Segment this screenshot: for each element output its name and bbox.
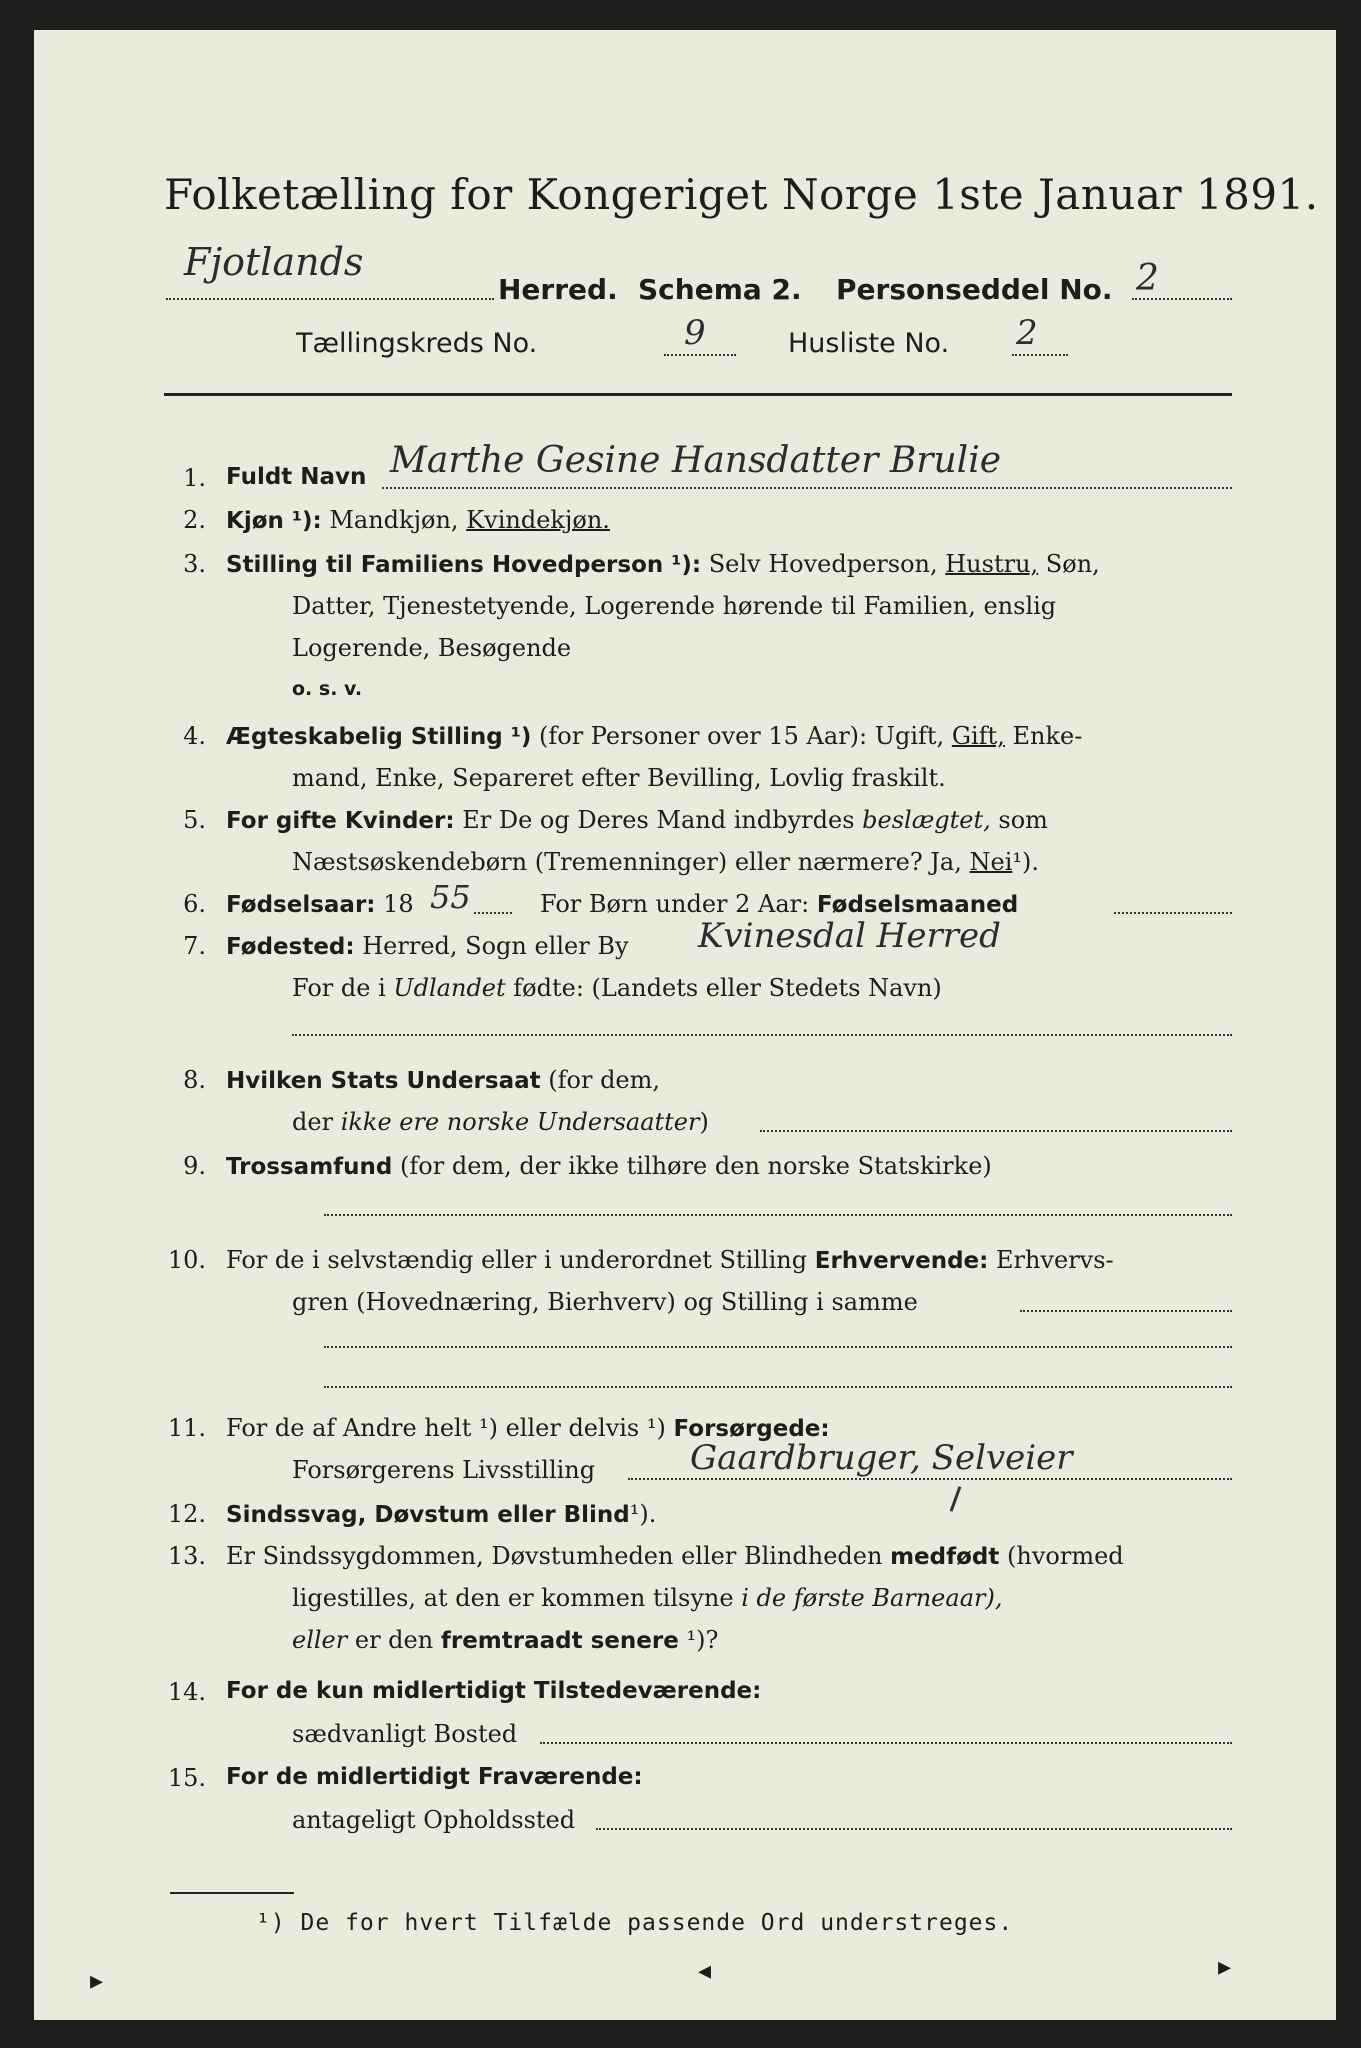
footnote-text: ¹) De for hvert Tilfælde passende Ord understreges. bbox=[256, 1910, 1014, 1936]
kreds-dotline bbox=[664, 354, 736, 356]
page-mark: ◂ bbox=[698, 1956, 712, 1986]
item-number: 15. bbox=[167, 1764, 206, 1792]
item-text-italic: ikke ere norske Undersaatter bbox=[340, 1108, 700, 1136]
item-label: Ægteskabelig Stilling ¹) bbox=[226, 724, 532, 750]
item-label: Forsørgede: bbox=[673, 1416, 830, 1442]
header-rule bbox=[164, 393, 1232, 396]
occupation-dotline-2 bbox=[324, 1346, 1232, 1348]
footnote-rule bbox=[170, 1892, 294, 1894]
item-label: Trossamfund bbox=[226, 1154, 393, 1180]
kreds-number: 9 bbox=[684, 313, 706, 353]
census-form: Folketælling for Kongeriget Norge 1ste Januar 1891. Fjotlands Herred. Schema 2. Personseddel No. 2 Tællingskreds No. 9 Husliste No. 2 1. Fuldt Navn Marthe Gesine Hansdatter Brulie 2. Kjøn ¹): Mandkjøn, Kvindekjøn. 3. Stilling til Familiens Hovedperson ¹): Selv Hovedperson, Hustru, Søn, Datter, Tjenestetyende, Logerende hørende til Familien, enslig Logerende, Besøgende o. s. v. 4. Ægteskabelig Stilling ¹) (for Personer over 15 Aar): Ugift, Gift, Enke- mand, Enke, Separeret efter Bevilling, Lovlig fraskilt. 5. For gifte Kvinder: Er De og Deres Mand indbyrdes beslægtet, som Næstsøskendebørn (Tremenninger) eller nærmere? Ja, Nei¹). 6. Fødselsaar: 18 55 For Børn under 2 Aar: Fødselsmaaned 7. Fødested: Herred, Sogn eller By Kvinesdal Herred For de i Udlandet fødte: (Landets eller Stedets Navn) 8. Hvilken Stats Undersaat (for dem, der ikke ere norske Undersaatter) 9. Trossamfund (for dem, der ikke tilhøre den norske Statskirke) 10. For de i selvstændig eller i underordnet Stilling Erhvervende: Erhvervs- gren (Hovednæring, Bierhverv) og Stilling i samme 11. For de af Andre helt ¹) eller delvis ¹) Forsørgede: Forsørgerens Livsstilling Gaardbruger, Selveier 12. Sindssvag, Døvstum eller Blind¹). 13. Er Sindssygdommen, Døvstumheden eller Blindheden medfødt (hvormed ligestilles, at den er kommen tilsyne i de første Barneaar), eller er den fremtraadt senere ¹)? 14. For de kun midlertidigt Tilstedeværende: sædvanligt Bosted 15. For de midlertidigt Fraværende: antageligt Opholdssted ¹) De for hvert Tilfælde passende Ord understreges. ▸ ◂ ▸ bbox=[34, 30, 1336, 2020]
item-text: For de i selvstændig eller i underordnet Stilling bbox=[226, 1246, 808, 1274]
religion-dotline bbox=[324, 1214, 1232, 1216]
item-label: For gifte Kvinder: bbox=[226, 808, 455, 834]
item-number: 11. bbox=[167, 1414, 206, 1442]
schema-label: Schema 2. bbox=[638, 273, 802, 306]
item-text: Er De og Deres Mand indbyrdes bbox=[462, 806, 855, 834]
item-text-italic: Udlandet bbox=[393, 974, 506, 1002]
item-text: (for dem, bbox=[548, 1066, 661, 1094]
occupation-dotline-3 bbox=[324, 1386, 1232, 1388]
item-number: 14. bbox=[167, 1678, 206, 1706]
herred-name: Fjotlands bbox=[184, 240, 364, 284]
item-number: 13. bbox=[167, 1542, 206, 1570]
item-label: Sindssvag, Døvstum eller Blind bbox=[226, 1502, 630, 1528]
page-mark: ▸ bbox=[90, 1966, 104, 1996]
kreds-label: Tællingskreds No. bbox=[296, 328, 538, 359]
option-selected: Kvindekjøn. bbox=[466, 506, 610, 534]
option-selected: Gift, bbox=[951, 722, 1005, 750]
whereabouts-dotline bbox=[596, 1828, 1232, 1830]
item-text: sædvanligt Bosted bbox=[292, 1720, 518, 1748]
item-number: 8. bbox=[183, 1066, 206, 1094]
item-text: For de af Andre helt ¹) eller delvis ¹) bbox=[226, 1414, 666, 1442]
item-text: For Børn under 2 Aar: bbox=[540, 890, 810, 918]
item-text: (for dem, der ikke tilhøre den norske Statskirke) bbox=[400, 1152, 992, 1180]
item-text: antageligt Opholdssted bbox=[292, 1806, 576, 1834]
option-text: Mandkjøn, bbox=[329, 506, 459, 534]
occupation-dotline-1 bbox=[1020, 1310, 1232, 1312]
item-text: Næstsøskendebørn (Tremenninger) eller nærmere? Ja, bbox=[292, 848, 962, 876]
item-text: ligestilles, at den er kommen tilsyne bbox=[292, 1584, 734, 1612]
item-text: ¹). bbox=[1012, 848, 1040, 876]
personseddel-number: 2 bbox=[1136, 258, 1159, 299]
residence-dotline bbox=[540, 1742, 1232, 1744]
item-label: For de kun midlertidigt Tilstedeværende: bbox=[226, 1678, 762, 1704]
item-number: 7. bbox=[183, 932, 206, 960]
item-label: Hvilken Stats Undersaat bbox=[226, 1068, 541, 1094]
option-text: Selv Hovedperson, bbox=[708, 550, 938, 578]
item-text: Erhvervs- bbox=[995, 1246, 1114, 1274]
item-text: Datter, Tjenestetyende, Logerende hørende til Familien, enslig bbox=[292, 592, 1057, 620]
birthplace-value: Kvinesdal Herred bbox=[698, 916, 1001, 956]
pen-stroke bbox=[950, 1486, 962, 1511]
page-mark: ▸ bbox=[1218, 1952, 1232, 1982]
herred-label: Herred. bbox=[498, 273, 618, 306]
item-text: ¹)? bbox=[686, 1626, 719, 1654]
option-text: Søn, bbox=[1045, 550, 1100, 578]
month-dotline bbox=[1114, 912, 1232, 914]
item-label: Erhvervende: bbox=[814, 1248, 989, 1274]
item-text: mand, Enke, Separeret efter Bevilling, Lovlig fraskilt. bbox=[292, 764, 946, 792]
birth-year-dotline bbox=[474, 912, 512, 914]
item-text: Forsørgerens Livsstilling bbox=[292, 1456, 596, 1484]
item-number: 12. bbox=[167, 1500, 206, 1528]
item-number: 5. bbox=[183, 806, 206, 834]
herred-dotline bbox=[166, 298, 494, 300]
item-text: Er Sindssygdommen, Døvstumheden eller Blindheden bbox=[226, 1542, 883, 1570]
option-text: Enke- bbox=[1012, 722, 1083, 750]
item-text-italic: i de første Barneaar), bbox=[741, 1584, 1003, 1612]
item-text: gren (Hovednæring, Bierhverv) og Stilling i samme bbox=[292, 1288, 918, 1316]
item-text: fødte: (Landets eller Stedets Navn) bbox=[513, 974, 942, 1002]
item-label: Fødselsaar: bbox=[226, 892, 376, 918]
item-text: For de i bbox=[292, 974, 386, 1002]
item-number: 3. bbox=[183, 550, 206, 578]
item-label: Kjøn ¹): bbox=[226, 508, 322, 534]
personseddel-dotline bbox=[1132, 298, 1232, 300]
provider-dotline bbox=[628, 1478, 1232, 1480]
nationality-dotline bbox=[760, 1130, 1232, 1132]
item-text: Logerende, Besøgende bbox=[292, 634, 572, 662]
item-label: Stilling til Familiens Hovedperson ¹): bbox=[226, 552, 702, 578]
name-dotline bbox=[382, 487, 1232, 489]
personseddel-label: Personseddel No. bbox=[836, 273, 1113, 306]
form-title: Folketælling for Kongeriget Norge 1ste Januar 1891. bbox=[164, 170, 1319, 219]
item-label: Fuldt Navn bbox=[226, 464, 367, 490]
husliste-label: Husliste No. bbox=[788, 328, 950, 359]
item-text: der bbox=[292, 1108, 334, 1136]
item-number: 9. bbox=[183, 1152, 206, 1180]
item-label: Fødselsmaaned bbox=[816, 892, 1019, 918]
item-number: 2. bbox=[183, 506, 206, 534]
birth-year-value: 55 bbox=[430, 878, 471, 916]
item-label: fremtraadt senere bbox=[440, 1628, 679, 1654]
item-text: o. s. v. bbox=[292, 678, 363, 700]
option-text: (for Personer over 15 Aar): Ugift, bbox=[539, 722, 945, 750]
item-label: Fødested: bbox=[226, 934, 355, 960]
item-text-italic: beslægtet, bbox=[862, 806, 991, 834]
item-text: er den bbox=[354, 1626, 434, 1654]
husliste-dotline bbox=[1012, 354, 1068, 356]
item-text: som bbox=[998, 806, 1048, 834]
item-number: 1. bbox=[183, 464, 206, 492]
item-text: (hvormed bbox=[1007, 1542, 1124, 1570]
full-name-value: Marthe Gesine Hansdatter Brulie bbox=[390, 440, 1002, 481]
husliste-number: 2 bbox=[1016, 313, 1038, 353]
item-number: 10. bbox=[167, 1246, 206, 1274]
option-selected: Nei bbox=[969, 848, 1013, 876]
item-text-italic: eller bbox=[292, 1626, 348, 1654]
item-text: Herred, Sogn eller By bbox=[362, 932, 629, 960]
item-number: 4. bbox=[183, 722, 206, 750]
item-label: medfødt bbox=[890, 1544, 1000, 1570]
item-label: For de midlertidigt Fraværende: bbox=[226, 1764, 643, 1790]
item-number: 6. bbox=[183, 890, 206, 918]
option-selected: Hustru, bbox=[945, 550, 1039, 578]
foreign-place-dotline bbox=[292, 1034, 1232, 1036]
item-text: 18 bbox=[383, 890, 414, 918]
item-text: ¹). bbox=[629, 1500, 657, 1528]
provider-occupation-value: Gaardbruger, Selveier bbox=[690, 1438, 1073, 1478]
